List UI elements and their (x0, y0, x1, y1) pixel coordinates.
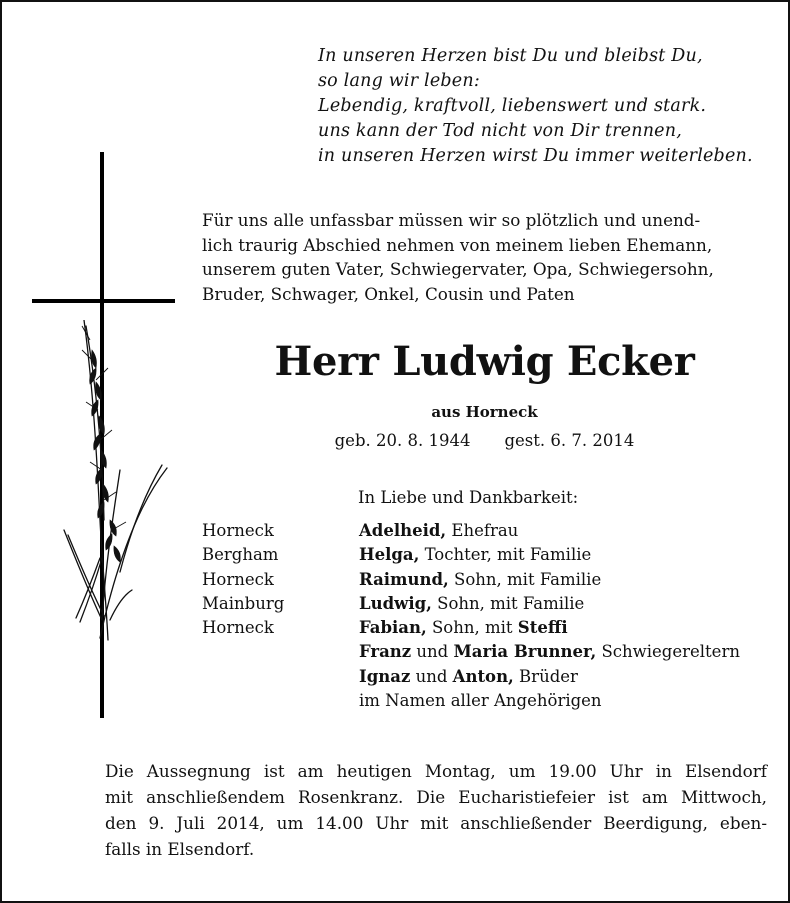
mourner-name: Ludwig, (359, 593, 432, 613)
intro-line: Bruder, Schwager, Onkel, Cousin und Paten (202, 283, 575, 304)
death-date: gest. 6. 7. 2014 (504, 431, 635, 450)
mourner-place: Bergham (202, 545, 279, 565)
mourner-text: Ehefrau (446, 521, 519, 540)
mourner-text: im Namen aller Angehörigen (359, 691, 602, 711)
funeral-info-line: falls in Elsendorf. (105, 839, 255, 859)
wheat-ear-icon (62, 320, 182, 650)
mourner-relation (359, 616, 568, 640)
thanks-line: In Liebe und Dankbarkeit: (358, 488, 579, 507)
mourner-text: Sohn, mit (426, 618, 518, 638)
mourner-row (202, 568, 782, 592)
poem-line: so lang wir leben: (318, 71, 480, 91)
mourner-place: Horneck (202, 521, 274, 540)
funeral-info-line: Die Aussegnung ist am heutigen Montag, um 19.00 Uhr in Elsendorf (105, 761, 767, 781)
poem-line: in unseren Herzen wirst Du immer weiterleben. (318, 146, 753, 166)
mourner-row (202, 543, 782, 567)
mourner-name: Adelheid, (359, 521, 447, 540)
mourner-name: Anton, (452, 666, 514, 686)
intro-text (202, 208, 767, 306)
poem-line: In unseren Herzen bist Du und bleibst Du, (318, 46, 703, 66)
mourner-text: und (410, 666, 453, 686)
life-dates (202, 429, 767, 453)
mourner-relation (359, 568, 601, 592)
cross-icon-horizontal-bar (32, 299, 175, 303)
mourner-name: Steffi (517, 618, 568, 638)
mourner-name: Franz (359, 642, 412, 662)
intro-line: unserem guten Vater, Schwiegervater, Opa, Schwiegersohn, (202, 259, 714, 279)
funeral-info (105, 758, 767, 862)
mourner-row (202, 665, 782, 689)
funeral-info-line: mit anschließendem Rosenkranz. Die Eucharistiefeier ist am Mittwoch, (105, 787, 767, 807)
birth-date: geb. 20. 8. 1944 (334, 431, 471, 450)
mourner-text: Sohn, mit Familie (448, 569, 602, 589)
poem-line: uns kann der Tod nicht von Dir trennen, (318, 121, 682, 141)
mourner-name: Raimund, (359, 569, 449, 589)
funeral-info-line: den 9. Juli 2014, um 14.00 Uhr mit anschließender Beerdigung, eben- (105, 813, 767, 833)
mourner-text: Brüder (513, 666, 578, 686)
mourner-text: Tochter, mit Familie (419, 545, 592, 565)
mourner-text: Sohn, mit Familie (431, 593, 585, 613)
mourner-relation (359, 640, 740, 664)
mourner-text: und (411, 642, 454, 662)
mourner-name: Maria Brunner, (453, 642, 597, 662)
mourner-relation (359, 665, 578, 689)
mourner-row (202, 689, 782, 713)
mourner-place: Horneck (202, 569, 274, 589)
mourner-relation (359, 543, 591, 567)
deceased-name: Herr Ludwig Ecker (274, 338, 695, 385)
mourner-row (202, 519, 782, 543)
mourner-name: Ignaz (359, 666, 411, 686)
mourners-list (202, 519, 782, 713)
mourner-text: Schwiegereltern (596, 642, 740, 662)
mourner-relation (359, 519, 518, 543)
mourner-row (202, 640, 782, 664)
mourner-relation (359, 592, 584, 616)
poem (318, 44, 778, 169)
mourner-relation (359, 689, 602, 713)
intro-line: Für uns alle unfassbar müssen wir so plötzlich und unend- (202, 210, 701, 230)
intro-line: lich traurig Abschied nehmen von meinem lieben Ehemann, (202, 234, 713, 255)
poem-line: Lebendig, kraftvoll, liebenswert und stark. (318, 96, 707, 116)
mourner-row (202, 616, 782, 640)
mourner-place: Horneck (202, 618, 274, 638)
mourner-place: Mainburg (202, 593, 285, 613)
deceased-origin: aus Horneck (431, 403, 538, 421)
mourner-name: Helga, (359, 545, 420, 565)
mourner-name: Fabian, (359, 618, 427, 638)
mourner-row (202, 592, 782, 616)
